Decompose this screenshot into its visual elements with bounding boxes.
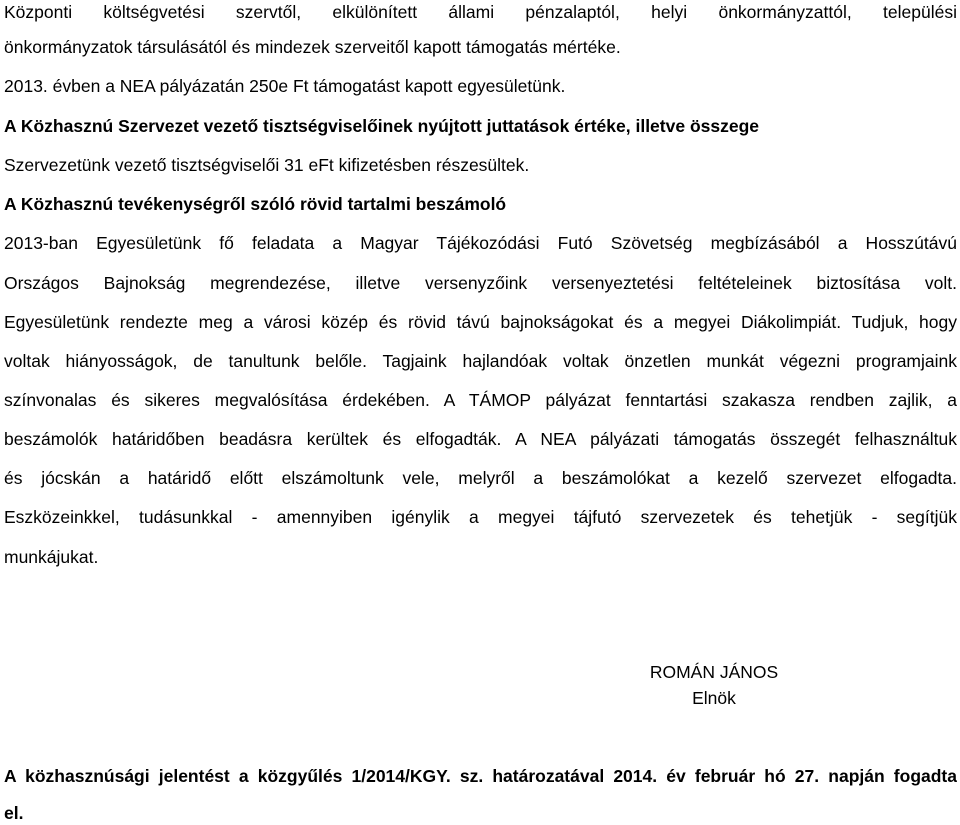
report-line: színvonalas és sikeres megvalósítása érdekében. A TÁMOP pályázat fenntartási szakasza rendben zajlik, a xyxy=(4,390,957,410)
intro-line-1: Központi költségvetési szervtől, elkülönített állami pénzalaptól, helyi önkormányzattól, települési xyxy=(4,2,957,22)
leaders-text: Szervezetünk vezető tisztségviselői 31 eFt kifizetésben részesültek. xyxy=(4,155,530,175)
leaders-heading: A Közhasznú Szervezet vezető tisztségviselőinek nyújtott juttatások értéke, illetve összege xyxy=(4,116,760,136)
signature-title: Elnök xyxy=(692,688,736,708)
report-line: Országos Bajnokság megrendezése, illetve versenyzőink versenyeztetési feltételeinek biztosítása volt. xyxy=(4,273,957,293)
report-line: 2013-ban Egyesületünk fő feladata a Magyar Tájékozódási Futó Szövetség megbízásából a Hosszútávú xyxy=(4,233,957,253)
signature-name: ROMÁN JÁNOS xyxy=(649,662,779,682)
report-heading: A Közhasznú tevékenységről szóló rövid tartalmi beszámoló xyxy=(4,194,507,214)
report-line: Eszközeinkkel, tudásunkkal - amennyiben igénylik a megyei tájfutó szervezetek és tehetjük - segítjük xyxy=(4,507,957,527)
report-line: beszámolók határidőben beadásra kerültek és elfogadták. A NEA pályázati támogatás összegét felhasználtuk xyxy=(4,429,957,449)
intro-line-2: önkormányzatok társulásától és mindezek szerveitől kapott támogatás mértéke. xyxy=(4,37,621,57)
report-line-last: munkájukat. xyxy=(4,547,99,567)
report-line: voltak hiányosságok, de tanultunk belőle. Tagjaink hajlandóak voltak önzetlen munkát végezni programjaink xyxy=(4,351,957,371)
report-line: Egyesületünk rendezte meg a városi közép és rövid távú bajnokságokat és a megyei Diákolimpiát. Tudjuk, hogy xyxy=(4,312,957,332)
intro-line-3: 2013. évben a NEA pályázatán 250e Ft támogatást kapott egyesületünk. xyxy=(4,76,566,96)
footer-line-2: el. xyxy=(4,803,24,823)
footer-line-1: A közhasznúsági jelentést a közgyűlés 1/2014/KGY. sz. határozatával 2014. év február hó 27. napján fogadta xyxy=(4,766,957,786)
report-line: és jócskán a határidő előtt elszámoltunk vele, melyről a beszámolókat a kezelő szervezet elfogadta. xyxy=(4,468,957,488)
